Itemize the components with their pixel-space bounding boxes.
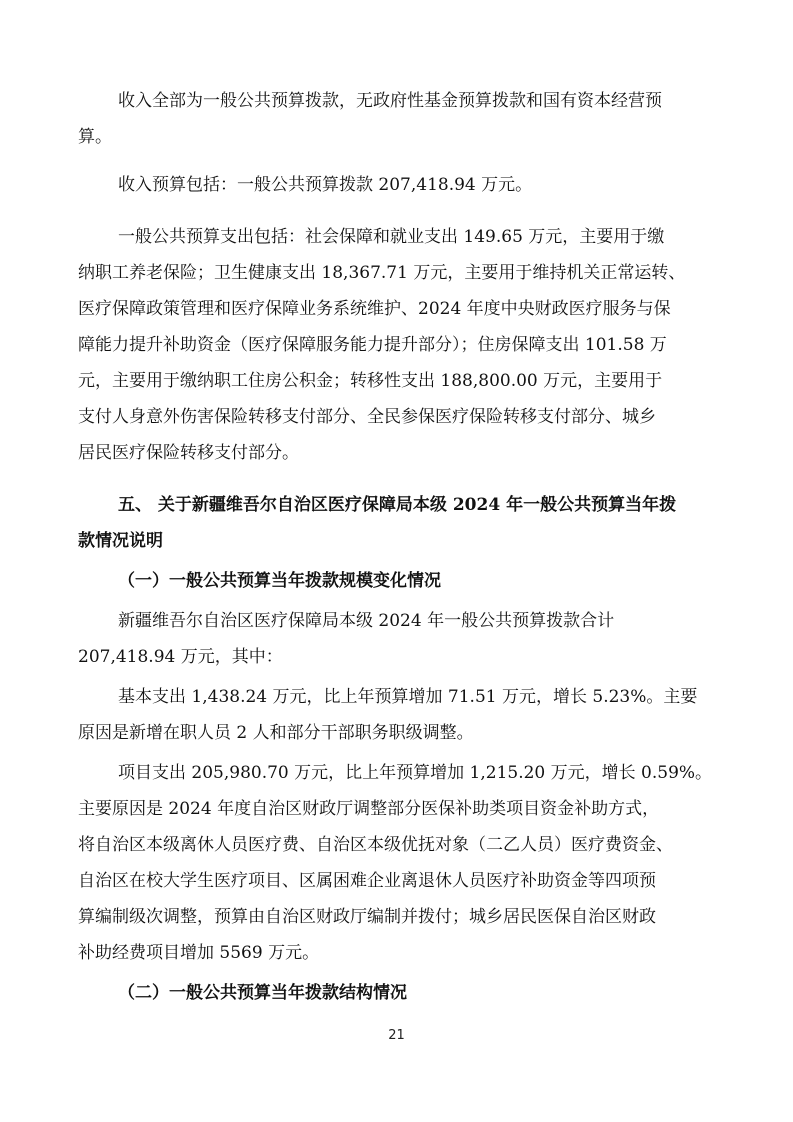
text-line: 收入预算包括：一般公共预算拨款 207,418.94 万元。 xyxy=(118,175,533,195)
text-line: 原因是新增在职人员 2 人和部分干部职务职级调整。 xyxy=(78,723,474,743)
text-line: 算编制级次调整，预算由自治区财政厅编制并拨付；城乡居民医保自治区财政 xyxy=(78,907,656,927)
text-line: 基本支出 1,438.24 万元，比上年预算增加 71.51 万元，增长 5.23%。主要 xyxy=(118,687,698,707)
text-line: 纳职工养老保险；卫生健康支出 18,367.71 万元，主要用于维持机关正常运转、 xyxy=(78,263,686,283)
text-line: 项目支出 205,980.70 万元，比上年预算增加 1,215.20 万元，增长 0.59%。 xyxy=(118,763,713,783)
text-line: 居民医疗保险转移支付部分。 xyxy=(78,443,299,463)
text-line: 障能力提升补助资金（医疗保障服务能力提升部分）；住房保障支出 101.58 万 xyxy=(78,335,667,355)
text-line: 元，主要用于缴纳职工住房公积金；转移性支出 188,800.00 万元，主要用于 xyxy=(78,371,663,391)
text-line: 207,418.94 万元，其中： xyxy=(78,647,283,667)
text-line: 支付人身意外伤害保险转移支付部分、全民参保医疗保险转移支付部分、城乡 xyxy=(78,407,656,427)
text-line: 医疗保障政策管理和医疗保障业务系统维护、2024 年度中央财政医疗服务与保 xyxy=(78,299,671,319)
text-line: 将自治区本级离休人员医疗费、自治区本级优抚对象（二乙人员）医疗费资金、 xyxy=(78,835,673,855)
text-line: 主要原因是 2024 年度自治区财政厅调整部分医保补助类项目资金补助方式， xyxy=(78,799,660,819)
text-line: 补助经费项目增加 5569 万元。 xyxy=(78,943,320,963)
heading-line: （二）一般公共预算当年拨款结构情况 xyxy=(118,983,407,1003)
text-line: 新疆维吾尔自治区医疗保障局本级 2024 年一般公共预算拨款合计 xyxy=(118,611,615,631)
heading-line: 款情况说明 xyxy=(78,531,163,551)
text-line: 收入全部为一般公共预算拨款，无政府性基金预算拨款和国有资本经营预 xyxy=(118,91,662,111)
text-line: 自治区在校大学生医疗项目、区属困难企业离退休人员医疗补助资金等四项预 xyxy=(78,871,656,891)
page-number: 21 xyxy=(388,1028,405,1043)
text-line: 算。 xyxy=(78,127,112,147)
heading-line: 五、 关于新疆维吾尔自治区医疗保障局本级 2024 年一般公共预算当年拨 xyxy=(118,495,677,515)
text-line: 一般公共预算支出包括：社会保障和就业支出 149.65 万元，主要用于缴 xyxy=(118,227,665,247)
heading-line: （一）一般公共预算当年拨款规模变化情况 xyxy=(118,571,441,591)
